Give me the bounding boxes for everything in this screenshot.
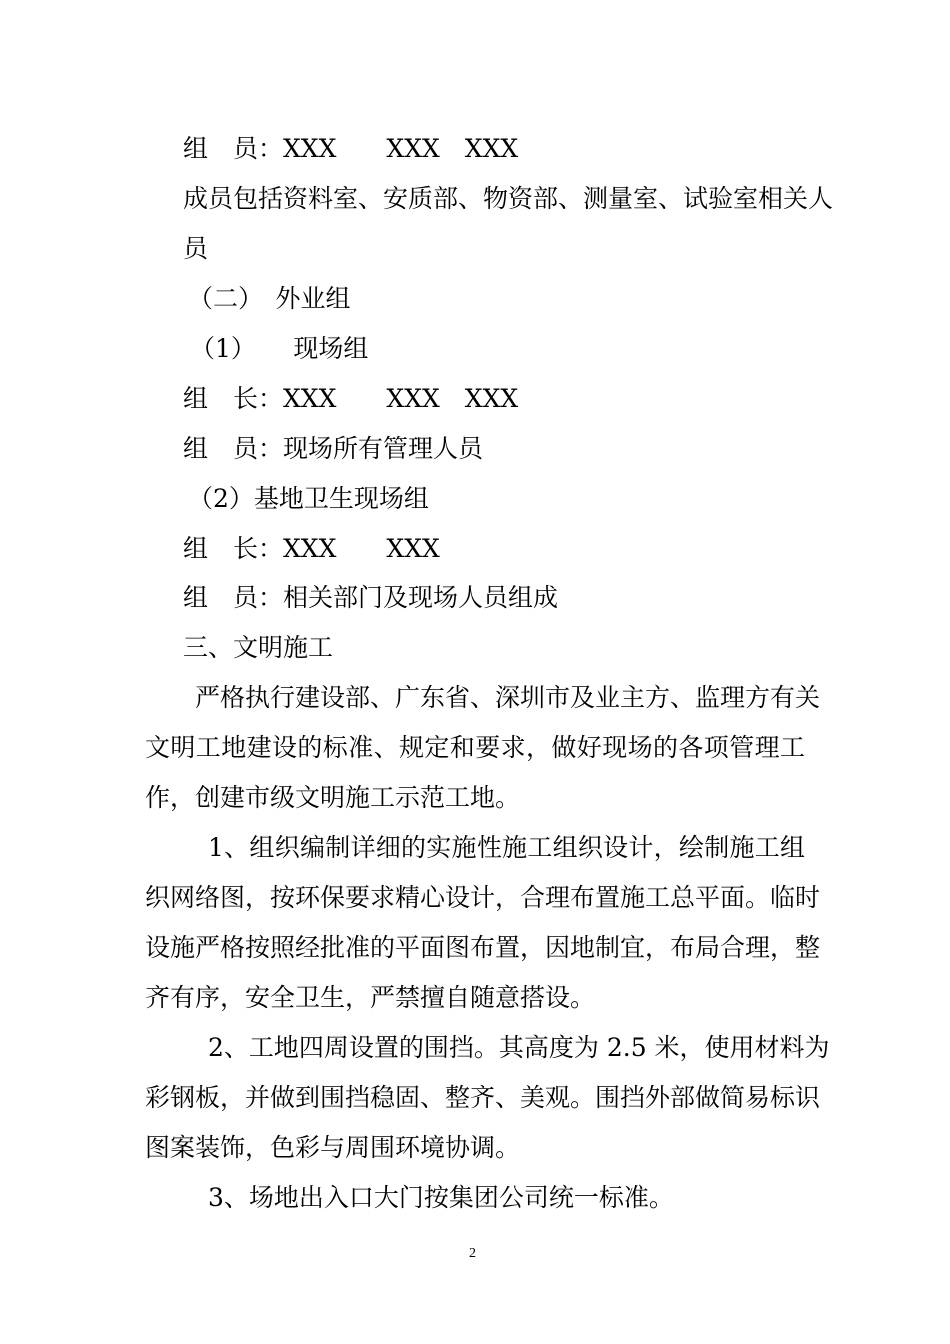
text-line: 员 bbox=[183, 234, 209, 263]
paragraph-line: 齐有序，安全卫生，严禁擅自随意搭设。 bbox=[145, 983, 596, 1012]
paragraph-line: 严格执行建设部、广东省、深圳市及业主方、监理方有关 bbox=[195, 683, 821, 712]
text-line: 组 员：XXX XXX XXX bbox=[183, 134, 519, 163]
paragraph-line: 图案装饰，色彩与周围环境协调。 bbox=[145, 1133, 521, 1162]
subsection-heading: （1） 现场组 bbox=[190, 334, 369, 363]
paragraph-line: 彩钢板，并做到围挡稳固、整齐、美观。围挡外部做简易标识 bbox=[145, 1083, 821, 1112]
section-heading: 三、文明施工 bbox=[183, 633, 334, 662]
section-heading: （二） 外业组 bbox=[188, 284, 351, 313]
text-line: 组 员：相关部门及现场人员组成 bbox=[183, 583, 559, 612]
text-line: 成员包括资料室、安质部、物资部、测量室、试验室相关人 bbox=[183, 184, 834, 213]
paragraph-line: 文明工地建设的标准、规定和要求，做好现场的各项管理工 bbox=[145, 733, 805, 762]
subsection-heading: （2）基地卫生现场组 bbox=[188, 484, 429, 513]
paragraph-line: 2、工地四周设置的围挡。其高度为 2.5 米，使用材料为 bbox=[208, 1033, 830, 1062]
paragraph-line: 设施严格按照经批准的平面图布置，因地制宜，布局合理，整 bbox=[145, 933, 821, 962]
text-line: 组 长：XXX XXX bbox=[183, 534, 440, 563]
paragraph-line: 织网络图，按环保要求精心设计，合理布置施工总平面。临时 bbox=[145, 883, 821, 912]
paragraph-line: 1、组织编制详细的实施性施工组织设计，绘制施工组 bbox=[208, 833, 805, 862]
paragraph-line: 作，创建市级文明施工示范工地。 bbox=[145, 783, 521, 812]
page-number: 2 bbox=[469, 1246, 476, 1261]
text-line: 组 长：XXX XXX XXX bbox=[183, 384, 519, 413]
text-line: 组 员：现场所有管理人员 bbox=[183, 434, 484, 463]
paragraph-line: 3、场地出入口大门按集团公司统一标准。 bbox=[208, 1183, 674, 1212]
